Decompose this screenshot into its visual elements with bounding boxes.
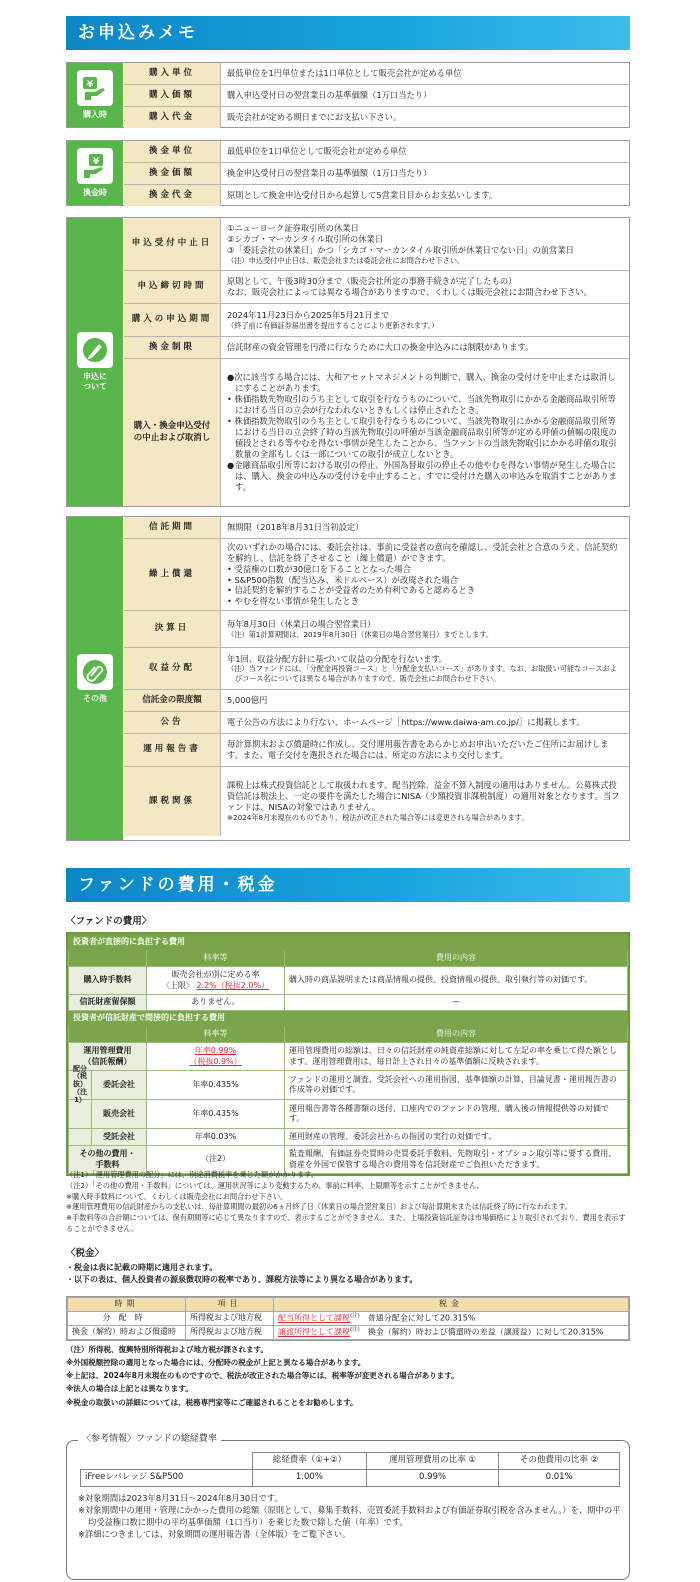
tax-table: [66, 1296, 630, 1341]
apply-stop-line: ②シカゴ・マーカンタイル取引所の休業日: [227, 233, 384, 244]
exchange-price-value: 換金申込受付日の翌営業日の基準価額（1万口当たり）: [227, 168, 432, 179]
trust-period-value: 無期限（2018年8月31日当初設定）: [227, 522, 364, 533]
reference-note: ※対象期間中の運用・管理にかかった費用の総額（原則として、募集手数料、売買委託手数料および有価証券取引税を含みません。）を、期中の平均受益権口数に期中の平均基準価額（1口当り）を乗じた数で除した値（年率）です。: [78, 1505, 621, 1528]
ref-col-fund: [81, 1453, 253, 1470]
settlement-value: [221, 611, 629, 647]
distribution-value: [221, 648, 629, 689]
buy-side: [67, 63, 123, 127]
exchange-price-label: 換金価額: [124, 163, 221, 184]
buy-amount-label: 購入代金: [124, 107, 221, 128]
alloc-name: 受託会社: [91, 1129, 146, 1145]
exchange-block: [66, 140, 630, 206]
rate-header-2: 料率等: [147, 1027, 285, 1043]
distribution-line: 年1回、収益分配方針に基づいて収益の分配を行ないます。: [227, 653, 448, 664]
tax-bullet: ・以下の表は、個人投資者の源泉徴収時の税率であり、課税方法等により異なる場合があります。: [66, 1275, 418, 1284]
taxation-value: [221, 767, 629, 836]
apply-side-label-2: ついて: [83, 382, 107, 391]
reference-notes: [78, 1492, 622, 1540]
reference-title: 〈参考情報〉ファンドの総経費率: [78, 1434, 221, 1446]
fee-notes: [66, 1170, 630, 1235]
retain-label: 信託財産留保額: [69, 995, 147, 1011]
buy-fee-rate: [147, 967, 285, 995]
settlement-label: 決算日: [124, 611, 221, 647]
exchange-limit-value: 信託財産の資金管理を円滑に行なうために大口の換金申込みには制限があります。: [227, 342, 534, 353]
apply-stop-label: 申込受付中止日: [124, 218, 221, 270]
other-side-label: その他: [83, 693, 107, 703]
ref-total: 1.00%: [253, 1470, 367, 1487]
buy-price-value: 購入申込受付日の翌営業日の基準価額（1万口当たり）: [227, 90, 432, 101]
buy-block: [66, 62, 630, 128]
alloc-label: （税抜）（注: [73, 1072, 87, 1096]
apply-deadline-line: 原則として、午後3時30分まで（販売会社所定の事務手続きが完了したもの）: [227, 276, 517, 287]
early-redemption-bullet: • 受益権の口数が30億口を下ることとなった場合: [227, 563, 412, 574]
early-redemption-bullet: • 信託契約を解約することが受益者のため有利であると認めるとき: [227, 585, 476, 596]
settlement-note: （注）第1計算期間は、2019年8月30日（休業日の場合翌営業日）までとします。: [227, 629, 494, 639]
apply-stop-line: ③「委託会社の休業日」かつ「シカゴ・マーカンタイル取引所が休業日でない日」の前営業日: [227, 244, 574, 255]
buy-amount-value: 販売会社が定める期日までにお支払い下さい。: [227, 112, 402, 123]
buy-hand-yen-icon: [77, 70, 113, 106]
mgmt-fee-rate: [147, 1043, 285, 1071]
alloc-name: 委託会社: [91, 1071, 146, 1099]
apply-stop-line: ①ニューヨーク証券取引所の休業日: [227, 222, 359, 233]
trust-limit-value: 5,000億円: [227, 695, 268, 706]
early-redemption-line: 次のいずれかの場合には、委託会社は、事前に受益者の意向を確認し、受託会社と合意のうえ、信託契約を解約し、信託を終了させること（繰上償還）ができます。: [227, 541, 618, 563]
other-side: [67, 517, 123, 840]
mgmt-fee-rate-1: 年率0.99%: [194, 1046, 237, 1056]
taxation-line: 課税上は株式投資信託として取扱われます。配当控除、益金不算入制度の適用はありません。公募株式投資信託は税法上、一定の要件を満たした場合にNISA（少額投資非課税制度）の適用対象となります。当ファンドは、NISAの対象ではありません。: [227, 780, 620, 813]
fee-table: [66, 932, 630, 1176]
pen-icon: [77, 332, 113, 368]
taxation-label: 課税関係: [124, 767, 221, 836]
buy-unit-label: 購入単位: [124, 63, 221, 84]
tax-note: ※法人の場合は上記とは異なります。: [66, 1384, 193, 1394]
fee-note: ※運用管理費用の信託財産からの支払いは、毎計算期間の最初の6ヵ月終了日（休業日の場合翌営業日）および毎計算期末または信託終了時に行なわれます。: [66, 1202, 572, 1212]
fee-note: （注2）「その他の費用・手数料」については、運用状況等により変動するため、事前に料率、上限額等を示すことができません。: [66, 1180, 484, 1190]
apply-block: [66, 217, 630, 507]
alloc-name: 販売会社: [91, 1100, 146, 1128]
tax-when: 分配時: [68, 1312, 186, 1326]
exchange-side: [67, 141, 123, 205]
exchange-side-label: 換金時: [83, 188, 107, 197]
reference-table: [80, 1452, 620, 1487]
direct-fee-header: 投資者が直接的に負担する費用: [69, 935, 628, 951]
svg-text:¥: ¥: [92, 157, 100, 167]
exchange-amount-label: 換金代金: [124, 185, 221, 206]
ref-other: 0.01%: [499, 1470, 620, 1487]
content-header-2: 費用の内容: [285, 1027, 628, 1043]
alloc-rate: 年率0.03%: [147, 1129, 285, 1146]
apply-cancel-label-1: 購入・換金申込受付: [133, 421, 211, 432]
ref-col-total: 総経費率（①+②）: [253, 1453, 367, 1470]
alloc-content: 運用報告書等各種書類の送付、口座内でのファンドの管理、購入後の情報提供等の対価です。: [285, 1100, 628, 1129]
fund-fee-heading: 〈ファンドの費用〉: [66, 916, 152, 927]
alloc-content: ファンドの運用と調査、受託会社への運用指図、基準価額の計算、目論見書・運用報告書の作成等の対価です。: [285, 1071, 628, 1100]
other-fee-rate: （注2）: [147, 1146, 285, 1174]
apply-deadline-value: [221, 271, 629, 303]
apply-deadline-label: 申込締切時間: [124, 271, 221, 303]
early-redemption-bullet: • S&P500指数（配当込み、米ドルベース）が改廃された場合: [227, 574, 459, 585]
fees-title: ファンドの費用・税金: [66, 868, 630, 902]
early-redemption-value: [221, 539, 629, 610]
apply-cancel-label-2: の中止および取消し: [133, 432, 211, 443]
tax-col-tax: 税金: [274, 1298, 629, 1312]
taxation-note: ※2024年8月末現在のものであり、税法が改正された場合等には変更される場合があります。: [227, 813, 529, 823]
trust-period-label: 信託期間: [124, 517, 221, 538]
buy-unit-value: 最低単位を1円単位または1口単位として販売会社が定める単位: [227, 68, 462, 79]
buy-fee-label: 購入時手数料: [69, 967, 147, 995]
alloc-rate: 年率0.435%: [147, 1071, 285, 1100]
tax-bullet: ・税金は表に記載の時期に適用されます。: [66, 1263, 218, 1272]
alloc-rate: 年率0.435%: [147, 1100, 285, 1129]
alloc-content: 運用財産の管理、委託会社からの指図の実行の対価です。: [285, 1129, 628, 1146]
fee-note: （注1）「運用管理費用の配分」には、別途消費税率を乗じた額がかかります。: [66, 1170, 318, 1179]
tax-item: 所得税および地方税: [186, 1326, 274, 1340]
exchange-yen-icon: [77, 148, 113, 184]
settlement-line: 毎年8月30日（休業日の場合翌営業日）: [227, 618, 376, 629]
apply-stop-value: [221, 218, 629, 270]
tax-when: 換金（解約）時および償還時: [68, 1326, 186, 1340]
tax-heading: 〈税金〉: [66, 1248, 105, 1259]
ref-col-mgmt: 運用管理費用の比率 ①: [366, 1453, 498, 1470]
ref-mgmt: 0.99%: [366, 1470, 498, 1487]
tax-desc-cell: [274, 1326, 629, 1340]
other-fee-label-1: その他の費用・: [79, 1149, 136, 1159]
apply-cancel-label: [124, 359, 221, 506]
buy-fee-cap-value: 2.2%（税抜2.0%）: [196, 980, 270, 990]
apply-stop-note: （注）申込受付中止日は、販売会社または委託会社にお問合わせ下さい。: [227, 255, 465, 265]
ref-fund-name: iFreeレバレッジ S&P500: [81, 1470, 253, 1487]
tax-bullets: [66, 1262, 630, 1286]
apply-side: [67, 218, 123, 506]
mgmt-fee-label-1: 運用管理費用: [83, 1046, 132, 1056]
mgmt-fee-content: 運用管理費用の総額は、日々の信託財産の純資産総額に対して左記の率を乗じて得た額とします。運用管理費用は、毎日計上され日々の基準価額に反映されます。: [285, 1043, 628, 1071]
apply-period-label: 購入の申込期間: [124, 304, 221, 336]
tax-desc: 換金（解約）時および償還時の差益（譲渡益）に対して20.315%: [367, 1327, 604, 1337]
tax-notes: [66, 1343, 630, 1409]
indirect-fee-header: 投資者が信託財産で間接的に負担する費用: [69, 1011, 628, 1027]
apply-cancel-bullet: ●金融商品取引所等における取引の停止、外国為替取引の停止その他やむを得ない事情が発生した場合には、購入、換金の申込みの受付けを中止すること、すでに受付けた購入の申込みを取消すことがあります。: [227, 459, 617, 492]
tax-mark: (注): [350, 1313, 360, 1319]
apply-deadline-line: なお、販売会社によっては異なる場合がありますので、くわしくは販売会社にお問合わせ下さい。: [227, 287, 592, 297]
tax-mark: (注): [350, 1327, 360, 1334]
exchange-unit-label: 換金単位: [124, 141, 221, 162]
apply-period-line: 2024年11月23日から2025年5月21日まで: [227, 309, 390, 320]
svg-text:¥: ¥: [86, 80, 94, 90]
tax-kind: 配当所得として課税: [278, 1313, 350, 1323]
other-block: [66, 516, 630, 841]
other-fee-label-2: 手数料: [95, 1159, 120, 1169]
apply-cancel-value: [221, 359, 629, 506]
mgmt-fee-rate-2: （税抜0.9%）: [189, 1056, 242, 1066]
blank-header-2: [69, 1027, 147, 1043]
notice-label: 公告: [124, 712, 221, 733]
tax-note: ※外国税額控除の適用となった場合には、分配時の税金が上記と異なる場合があります。: [66, 1358, 366, 1368]
rate-header: 料率等: [147, 951, 285, 967]
apply-cancel-bullet: ●次に該当する場合には、大和アセットマネジメントの判断で、購入、換金の受付けを中止または取消しにすることがあります。: [227, 372, 616, 394]
exchange-amount-value: 原則として換金申込受付日から起算して5営業日目からお支払いします。: [227, 190, 498, 201]
tax-kind: 譲渡所得として課税: [278, 1327, 350, 1337]
reference-note: ※詳細につきましては、対象期間の運用報告書（全体版）をご覧下さい。: [78, 1529, 351, 1540]
fee-note: ※購入時手数料について、くわしくは販売会社にお問合わせ下さい。: [66, 1191, 288, 1201]
other-fee-content: 監査報酬、有価証券売買時の売買委託手数料、先物取引・オプション取引等に要する費用、資産を外国で保管する場合の費用等を信託財産でご負担いただきます。: [285, 1146, 628, 1174]
tax-item: 所得税および地方税: [186, 1312, 274, 1326]
paperclip-icon: [77, 654, 113, 690]
retain-content: —: [285, 995, 628, 1011]
distribution-note: （注）当ファンドには、「分配金再投資コース」と「分配金支払いコース」があります。なお、お取扱い可能なコースおよびコース名については異なる場合がありますので、販売会社にお問合わせ下さい。: [227, 664, 617, 683]
buy-fee-content: 購入時の商品説明または商品情報の提供、投資情報の提供、取引執行等の対価です。: [285, 967, 628, 995]
tax-col-when: 時期: [68, 1298, 186, 1312]
retain-rate: ありません。: [147, 995, 285, 1011]
alloc-cell: [69, 1071, 147, 1100]
distribution-label: 収益分配: [124, 648, 221, 689]
buy-price-label: 購入価額: [124, 85, 221, 106]
reference-note: ※対象期間は2023年8月31日～2024年8月30日です。: [78, 1493, 283, 1503]
memo-title: お申込みメモ: [66, 16, 630, 50]
trust-limit-label: 信託金の限度額: [124, 690, 221, 711]
mgmt-fee-label-2: （信託報酬）: [83, 1056, 132, 1066]
apply-cancel-bullet: • 株価指数先物取引のうち主として取引を行なうものについて、当該先物取引にかかる金融商品取引所等における当日の立会が行なわれないときもしくは停止されたとき。: [227, 394, 616, 416]
report-label: 運用報告書: [124, 734, 221, 766]
tax-note: （注）所得税、復興特別所得税および地方税が課されます。: [66, 1345, 268, 1354]
notice-value: 電子公告の方法により行ない、ホームページ［https://www.daiwa-am.co.jp/］に掲載します。: [227, 717, 585, 728]
buy-fee-rate-line: 販売会社が別に定める率: [171, 970, 260, 980]
blank-header: [69, 951, 147, 967]
apply-period-note: （終了前に有価証券届出書を提出することにより更新されます。）: [227, 320, 439, 330]
apply-side-label-1: 申込に: [83, 372, 107, 381]
buy-side-label: 購入時: [83, 110, 107, 119]
tax-desc-cell: [274, 1312, 629, 1326]
tax-note: ※上記は、2024年8月末現在のものですので、税法が改正された場合等には、税率等が変更される場合があります。: [66, 1371, 459, 1381]
content-header: 費用の内容: [285, 951, 628, 967]
early-redemption-label: 繰上償還: [124, 539, 221, 610]
early-redemption-bullet: • やむを得ない事情が発生したとき: [227, 596, 359, 607]
apply-cancel-bullet: • 株価指数先物取引のうち主として取引を行なうものについて、当該先物取引にかかる金融商品取引所等における当日の立会終了時の当該先物取引の呼値が当該金融商品取引所等が定める呼値の値幅の限度の値段とされる等やむを得ない事情が発生したことから、当ファンドの当該先物取引にかかる呼値の取引数量の全部もしくは一部についての取引が成立しないとき。: [227, 416, 617, 459]
tax-col-item: 項目: [186, 1298, 274, 1312]
tax-desc: 普通分配金に対して20.315%: [367, 1313, 476, 1323]
alloc-cell: [69, 1129, 147, 1146]
exchange-unit-value: 最低単位を1口単位として販売会社が定める単位: [227, 146, 407, 157]
buy-fee-cap-label: 〈上限〉: [161, 980, 194, 990]
ref-col-other: その他費用の比率 ②: [499, 1453, 620, 1470]
report-value: 毎計算期末および償還時に作成し、交付運用報告書をあらかじめお申出いただいたご住所にお届けします。また、電子交付を選択された場合には、所定の方法により交付します。: [227, 739, 609, 760]
fee-note: ※手数料等の合計額については、保有期間等に応じて異なりますので、表示することができません。また、上場投資信託証券は市場価格により取引されており、費用を表示することができません。: [66, 1213, 626, 1233]
exchange-limit-label: 換金制限: [124, 337, 221, 358]
apply-period-value: [221, 304, 629, 336]
tax-note: ※税金の取扱いの詳細については、税務専門家等にご確認されることをお勧めします。: [66, 1397, 358, 1407]
